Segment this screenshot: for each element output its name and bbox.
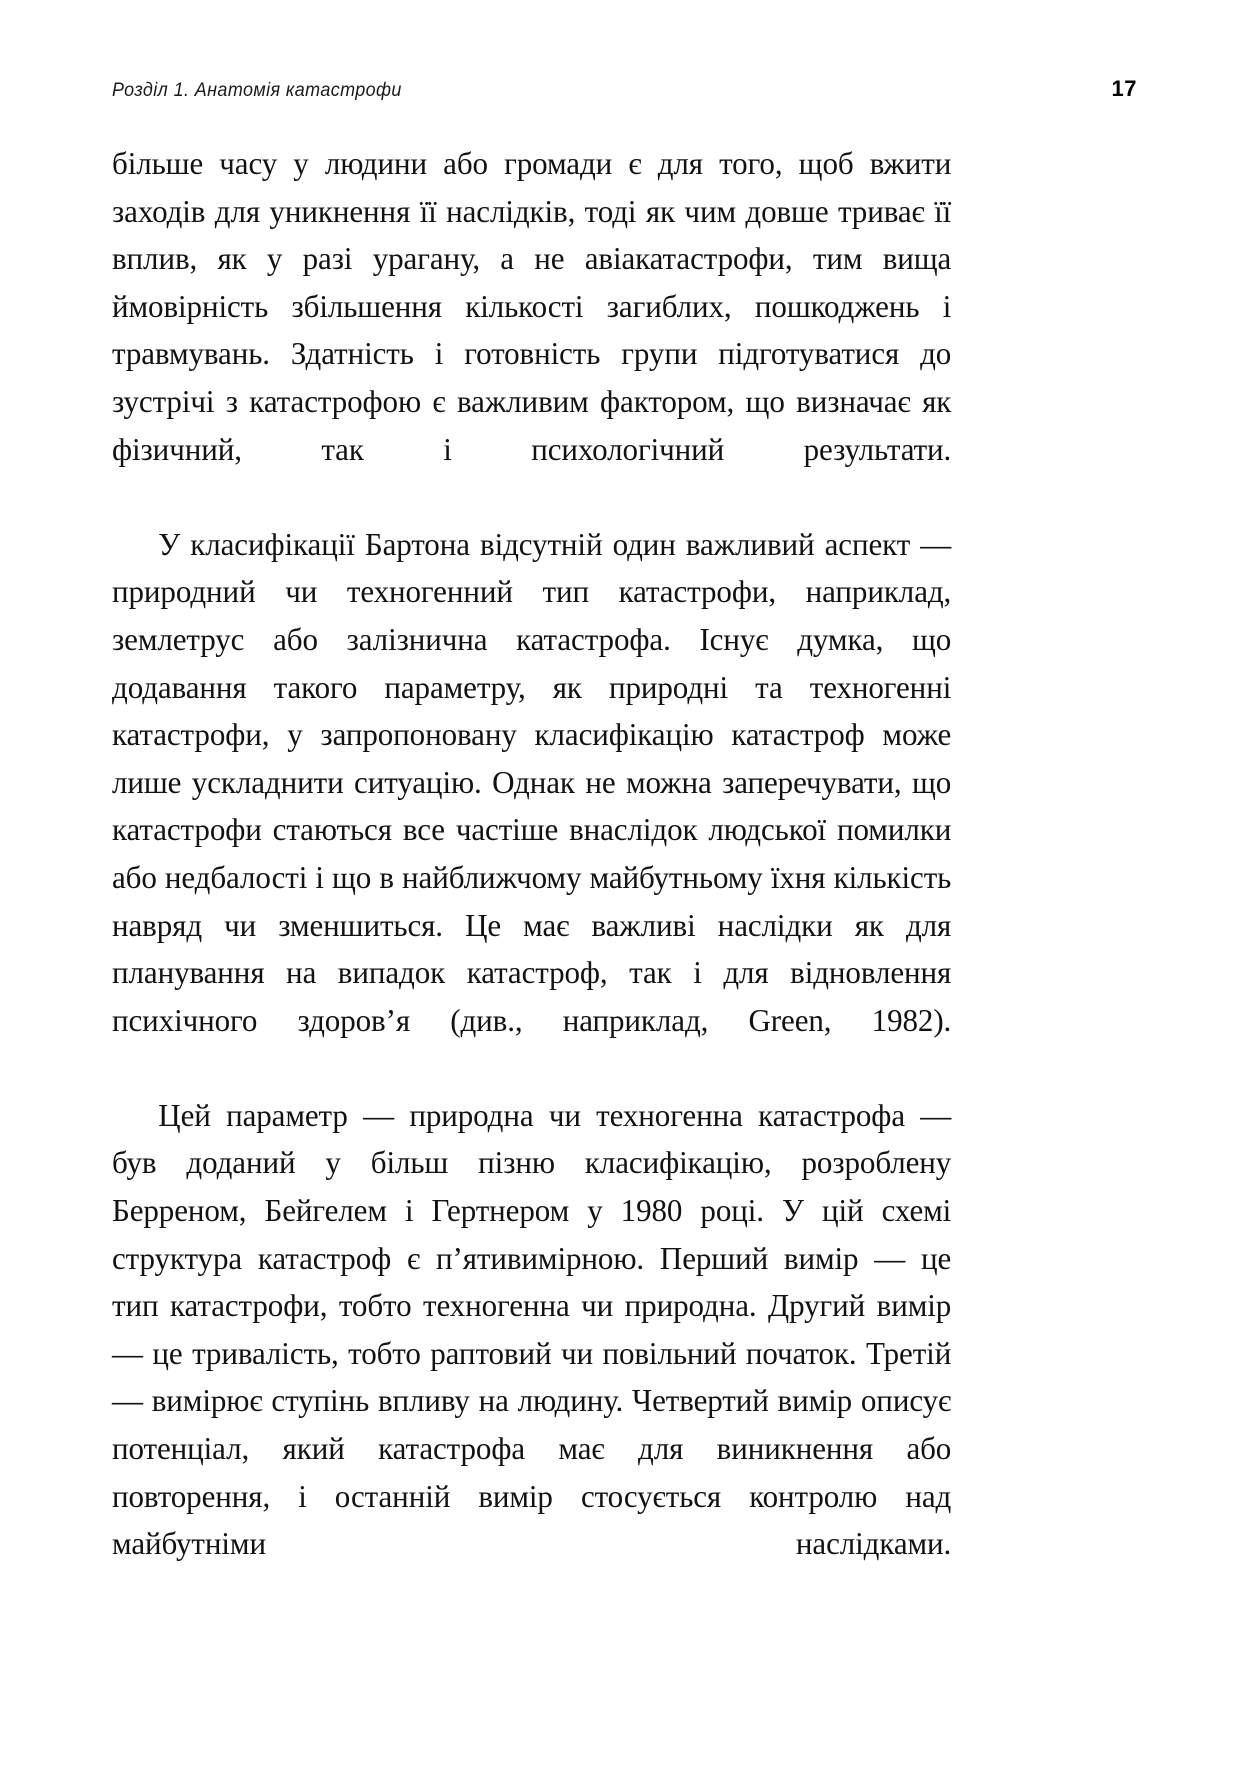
body-text-block xyxy=(112,140,964,1615)
running-head xyxy=(112,76,1137,110)
running-head-chapter-title: Розділ 1. Анатомія катастрофи xyxy=(112,79,402,101)
paragraph-barton-classification: У класифікації Бартона відсутній один важливий аспект — природний чи техногенний тип катастрофи, наприклад, землетрус або залізнична катастрофа. Існує думка, що додавання такого параметру, як природні та техногенні катастрофи, у запропоновану класифікацію катастроф може лише ускладнити ситуацію. Однак не можна заперечувати, що катастрофи стаються все частіше внаслідок людської помилки або недбалості і що в найближчому майбутньому їхня кількість навряд чи зменшиться. Це має важливі наслідки як для планування на випадок катастроф, так і для відновлення психічного здоров’я (див., наприклад, Green, 1982). xyxy=(112,526,952,1038)
paragraph-continued: більше часу у людини або громади є для того, щоб вжити заходів для уникнення її наслідків, тоді як чим довше триває її вплив, як у разі урагану, а не авіакатастрофи, тим вища ймовірність збільшення кількості загиблих, пошкоджень і травмувань. Здатність і готовність групи підготуватися до зустрічі з катастрофою є важливим фактором, що визначає як фізичний, так і психологічний результати. xyxy=(112,146,952,467)
paragraph-five-dimensions: Цей параметр — природна чи техногенна катастрофа — був доданий у більш пізню класифікацію, розроблену Берреном, Бейгелем і Гертнером у 1980 році. У цій схемі структура катастроф є п’ятивимірною. Перший вимір — це тип катастрофи, тобто техногенна чи природна. Другий вимір — це тривалість, тобто раптовий чи повільний початок. Третій — вимірює ступінь впливу на людину. Четвертий вимір описує потенціал, який катастрофа має для виникнення або повторення, і останній вимір стосується контролю над майбутніми наслідками. xyxy=(112,1097,952,1562)
page-number: 17 xyxy=(1111,76,1137,101)
